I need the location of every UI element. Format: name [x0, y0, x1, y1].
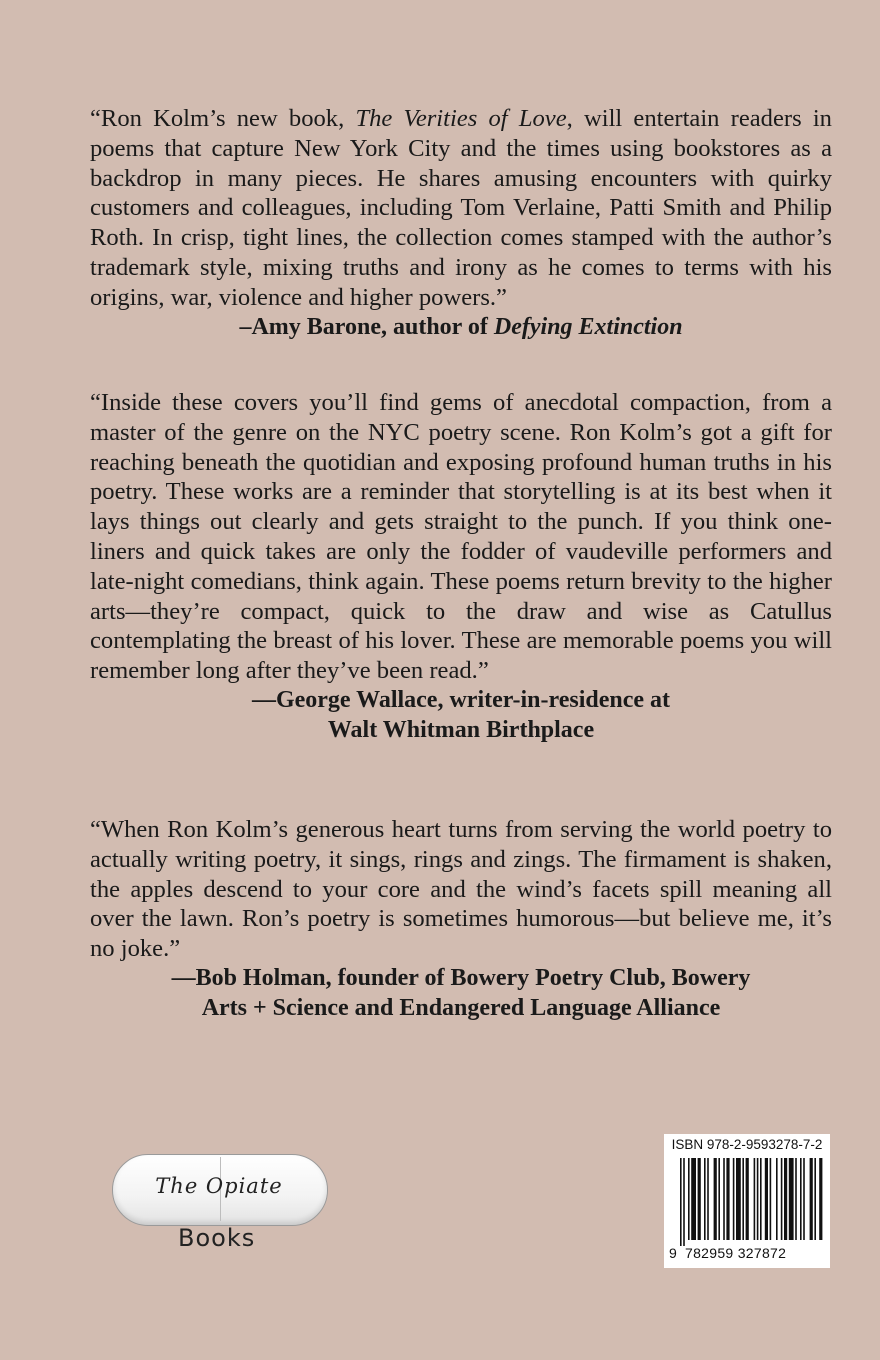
barcode-bar — [784, 1158, 787, 1240]
barcode-bar — [800, 1158, 802, 1240]
blurb-attribution-line2: Walt Whitman Birthplace — [327, 716, 595, 743]
barcode-bar — [746, 1158, 749, 1240]
blurb-attribution-line1: —Bob Holman, founder of Bowery Poetry Club, Bowery — [171, 964, 751, 991]
barcode-bar — [691, 1158, 696, 1240]
barcode-bar — [723, 1158, 725, 1240]
blurb-quote: “When Ron Kolm’s generous heart turns from serving the world poetry to actually writing poetry, it sings, rings and zings. The firmament is shaken, the apples descend to your core and the wind’s facets spill meaning all over the lawn. Ron’s poetry is sometimes humorous—but believe me, it’s no joke.” — [90, 816, 832, 963]
book-title: The Verities of Love — [355, 105, 567, 132]
publisher-logo — [112, 1154, 332, 1264]
barcode-bar — [683, 1158, 685, 1246]
barcode-lead-digit: 9 — [669, 1245, 677, 1261]
barcode-bar — [718, 1158, 720, 1240]
barcode-bar — [814, 1158, 816, 1240]
barcode-bar — [714, 1158, 717, 1240]
blurb-attribution: –Amy Barone, author of Defying Extinction — [239, 313, 683, 340]
barcode-bar — [757, 1158, 759, 1240]
barcode-bar — [688, 1158, 690, 1240]
barcode-bar — [795, 1158, 797, 1240]
blurb-quote: “Inside these covers you’ll find gems of anecdotal compaction, from a master of the genre on the NYC poetry scene. Ron Kolm’s got a gift for reaching beneath the quotidian and exposing profound human truths in his poetry. These works are a reminder that storytelling is at its best when it lays things out clearly and gets straight to the punch. If you think one-liners and quick takes are only the fodder of vaudeville performers and late-night comedians, think again. These poems return brevity to the higher arts—they’re compact, quick to the draw and wise as Catullus contemplating the breast of his lover. These are memorable poems you will remember long after they’ve been read.” — [90, 389, 832, 685]
barcode-bar — [680, 1158, 682, 1246]
barcode-digits: 782959 327872 — [685, 1245, 787, 1261]
blurb-amy-barone — [90, 104, 832, 342]
isbn-label: ISBN 978-2-9593278-7-2 — [671, 1137, 823, 1152]
publisher-pill-text: The Opiate — [155, 1174, 283, 1198]
barcode-bar — [736, 1158, 741, 1240]
blurb-bob-holman — [90, 815, 832, 1024]
barcode-bar — [789, 1158, 794, 1240]
blurb-attribution-line1: —George Wallace, writer-in-residence at — [251, 686, 671, 713]
barcode-bar — [704, 1158, 706, 1240]
barcode-bar — [754, 1158, 756, 1240]
blurb-quote: “Ron Kolm’s new book, The Verities of Love, will entertain readers in poems that capture New York City and the times using bookstores as a backdrop in many pieces. He shares amusing encounters with quirky customers and colleagues, including Tom Verlaine, Patti Smith and Philip Roth. In crisp, tight lines, the collection comes stamped with the author’s trademark style, mixing truths and irony as he comes to terms with his origins, war, violence and higher powers.” — [90, 105, 832, 311]
barcode-bar — [760, 1158, 762, 1240]
blurb-george-wallace — [90, 388, 832, 746]
barcode-bar — [698, 1158, 701, 1240]
publisher-subtitle: Books — [178, 1224, 256, 1252]
barcode-bar — [781, 1158, 783, 1240]
barcode-bar — [803, 1158, 805, 1240]
attribution-book-title: Defying Extinction — [493, 313, 683, 340]
barcode-bar — [733, 1158, 735, 1240]
barcode-bar — [765, 1158, 768, 1240]
barcode-bar — [776, 1158, 778, 1240]
barcode-bar — [810, 1158, 813, 1240]
barcode-bar — [819, 1158, 822, 1240]
blurb-attribution-line2: Arts + Science and Endangered Language Alliance — [201, 994, 721, 1021]
barcode-bar — [742, 1158, 744, 1240]
barcode-bars-icon — [670, 1158, 824, 1246]
barcode-bar — [770, 1158, 772, 1240]
barcode-bar — [707, 1158, 709, 1240]
isbn-barcode — [664, 1134, 830, 1268]
barcode-bar — [726, 1158, 729, 1240]
